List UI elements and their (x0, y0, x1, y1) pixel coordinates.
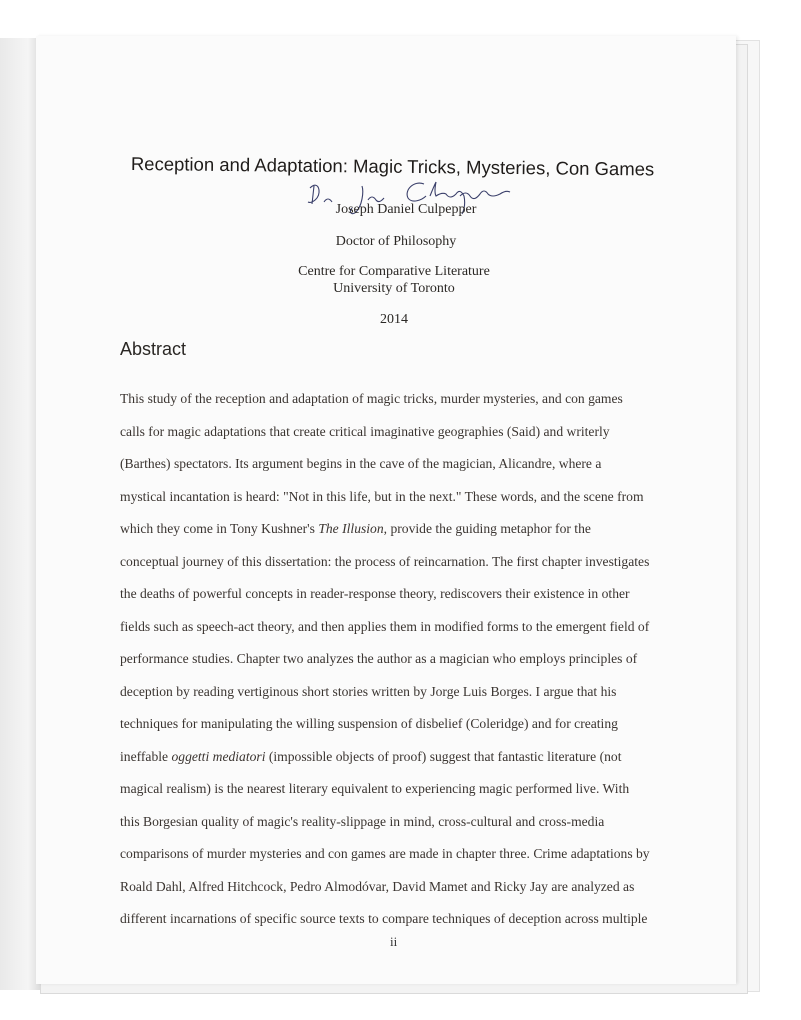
abstract-line: mystical incantation is heard: "Not in this life, but in the next." These words, and the scene from (120, 488, 644, 504)
abstract-line: fields such as speech-act theory, and then applies them in modified forms to the emergent field of (120, 618, 650, 634)
year: 2014 (380, 312, 408, 327)
page-number: ii (390, 934, 398, 949)
abstract-line: calls for magic adaptations that create critical imaginative geographies (Said) and writerly (120, 423, 610, 439)
document-page (36, 36, 736, 984)
abstract-line: different incarnations of specific source texts to compare techniques of deception across multiple (120, 911, 648, 926)
abstract-line: comparisons of murder mysteries and con games are made in chapter three. Crime adaptations by (120, 846, 650, 861)
left-page-edge (0, 38, 41, 990)
abstract-line: techniques for manipulating the willing suspension of disbelief (Coleridge) and for creating (120, 716, 618, 731)
abstract-line (120, 513, 680, 546)
abstract-text: which they come in Tony Kushner's (120, 521, 319, 536)
abstract-line: magical realism) is the nearest literary equivalent to experiencing magic performed live. With (120, 781, 630, 796)
abstract-line: (Barthes) spectators. Its argument begins in the cave of the magician, Alicandre, where a (120, 456, 602, 471)
italic-title: The Illusion (318, 521, 384, 536)
abstract-text: (impossible objects of proof) suggest that fantastic literature (not (265, 748, 622, 764)
document-title: Reception and Adaptation: Magic Tricks, Mysteries, Con Games (130, 153, 655, 180)
abstract-text: , provide the guiding metaphor for the (383, 521, 591, 536)
author-name: Joseph Daniel Culpepper (335, 202, 477, 217)
degree: Doctor of Philosophy (335, 234, 457, 249)
abstract-line: conceptual journey of this dissertation: the process of reincarnation. The first chapter investigates (120, 553, 650, 569)
department: Centre for Comparative Literature (298, 264, 490, 279)
italic-term: oggetti mediatori (171, 748, 266, 764)
abstract-line (120, 741, 680, 774)
abstract-line: deception by reading vertiginous short stories written by Jorge Luis Borges. I argue that his (120, 683, 617, 699)
abstract-heading: Abstract (120, 339, 187, 359)
abstract-text: ineffable (120, 748, 172, 764)
university: University of Toronto (333, 281, 455, 296)
abstract-line: This study of the reception and adaptation of magic tricks, murder mysteries, and con games (120, 391, 623, 406)
abstract-line: this Borgesian quality of magic's reality-slippage in mind, cross-cultural and cross-media (120, 813, 605, 829)
abstract-line: the deaths of powerful concepts in reader-response theory, rediscovers their existence in other (120, 586, 630, 601)
abstract-line: performance studies. Chapter two analyzes the author as a magician who employs principles of (120, 651, 638, 666)
abstract-body (120, 383, 680, 936)
abstract-line: Roald Dahl, Alfred Hitchcock, Pedro Almodóvar, David Mamet and Ricky Jay are analyzed as (120, 878, 635, 894)
